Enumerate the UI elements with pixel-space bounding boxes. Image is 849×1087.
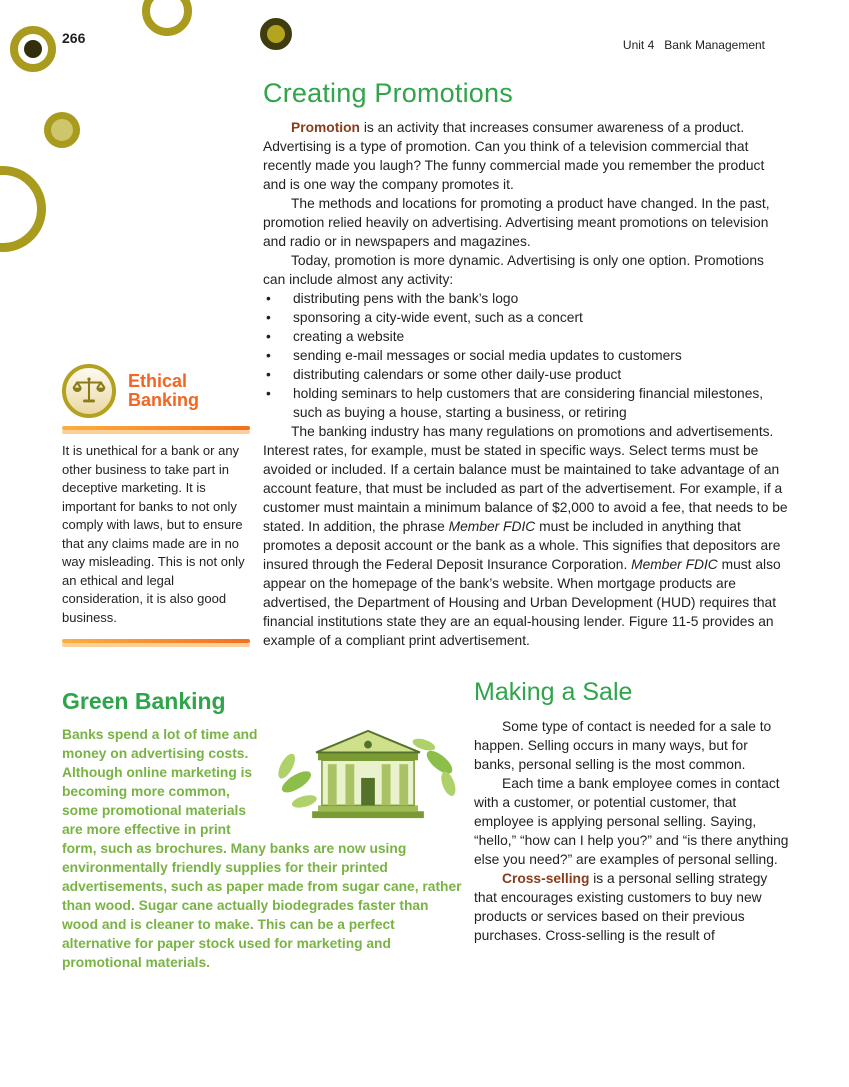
green-banking-feature: [62, 688, 462, 972]
list-item: • sponsoring a city-wide event, such as a concert: [263, 308, 788, 327]
ethical-banking-title-line1: Ethical: [128, 371, 188, 391]
list-item: • distributing pens with the bank’s logo: [263, 289, 788, 308]
decorative-circle-center-dot: [24, 40, 42, 58]
section-title-making-a-sale: Making a Sale: [474, 678, 633, 706]
paragraph: [474, 869, 792, 945]
decorative-circle-bullseye: [10, 26, 56, 72]
ethical-banking-sidebar: [62, 364, 250, 643]
key-term-cross-selling: Cross-selling: [502, 871, 590, 886]
paragraph-text: is a personal selling strategy that encourages existing customers to buy new products or services based on their previous purchases. Cross-selling is the result of: [474, 871, 768, 943]
green-banking-text: Banks spend a lot of time and money on advertising costs. Although online marketing is becoming more common, some promotional materials are more effective in print form, such as brochures. Many banks are now using environmentally friendly supplies for their printed advertisements, such as paper made from sugar cane, rather than wood. Sugar cane actually biodegrades faster than wood and is cleaner to make. This can be a perfect alternative for paper stock used for marketing and promotional materials.: [62, 727, 462, 970]
member-fdic-italic: Member FDIC: [448, 519, 536, 534]
paragraph: Today, promotion is more dynamic. Advertising is only one option. Promotions can include almost any activity:: [263, 253, 764, 287]
making-a-sale-section: [474, 678, 792, 945]
paragraph-text: is an activity that increases consumer awareness of a product. Advertising is a type of promotion. Can you think of a television commercial that recently made you laugh? The funny commercial made you remember the product and is one way the company promotes it.: [263, 120, 765, 192]
key-term-promotion: Promotion: [291, 120, 360, 135]
page-number: 266: [62, 30, 86, 46]
promotion-activities-list: [263, 289, 788, 422]
list-item: • creating a website: [263, 327, 788, 346]
decorative-circle-medium: [44, 112, 80, 148]
orange-divider-top: [62, 426, 250, 430]
main-column: [263, 78, 788, 650]
ethical-banking-body: It is unethical for a bank or any other business to take part in deceptive marketing. It is important for banks to not only comply with laws, but to ensure that any claims made are in no way misleading. This is not only an ethical and legal consideration, it is also good business.: [62, 443, 245, 625]
paragraph: The methods and locations for promoting a product have changed. In the past, promotion relied heavily on advertising. Advertising meant promotions on television and radio or in newspapers and magazines.: [263, 196, 770, 249]
bank-building-illustration: [274, 725, 462, 823]
paragraph: [263, 422, 788, 650]
green-banking-body: [62, 725, 462, 972]
ethical-banking-title-line2: Banking: [128, 390, 200, 410]
ethical-banking-title: [128, 372, 199, 410]
paragraph-text: The banking industry has many regulations on promotions and advertisements. Interest rates, for example, must be stated in specific ways. Select terms must be avoided or included. If a certain balance must be maintained to take advantage of an account feature, that must be included as part of the advertisement. For example, if a customer must maintain a minimum balance of $2,000 to avoid a fee, that needs to be stated. In addition, the phrase: [263, 424, 788, 534]
decorative-circle-small: [260, 18, 292, 50]
member-fdic-italic: Member FDIC: [631, 557, 718, 572]
paragraph: Each time a bank employee comes in contact with a customer, or potential customer, that employee is applying personal selling. Saying, “hello,” “how can I help you?” and “is there anything else you need?” are examples of personal selling.: [474, 776, 789, 867]
section-title-creating-promotions: Creating Promotions: [263, 78, 513, 108]
list-item: • holding seminars to help customers that are considering financial milestones, such as buying a house, starting a business, or retiring: [263, 384, 788, 422]
paragraph: [263, 118, 788, 194]
paragraph: Some type of contact is needed for a sale to happen. Selling occurs in many ways, but for banks, personal selling is the most common.: [474, 719, 772, 772]
decorative-circle-ring-top: [142, 0, 192, 36]
paragraph-text: must also appear on the homepage of the bank’s website. When mortgage products are advertised, the Department of Housing and Urban Development (HUD) requires that financial institutions state they are an equal-housing lender. Figure 11-5 provides an example of a compliant print advertisement.: [263, 557, 781, 648]
decorative-circle-arc-left: [0, 166, 46, 252]
green-banking-title: Green Banking: [62, 688, 226, 714]
list-item: • sending e-mail messages or social media updates to customers: [263, 346, 788, 365]
ethical-banking-header: [62, 364, 250, 418]
paragraph-text: must be included in anything that promotes a deposit account or the bank as a whole. This signifies that depositors are insured through the Federal Deposit Insurance Corporation.: [263, 519, 781, 572]
scales-of-justice-icon: [62, 364, 116, 418]
running-head: Unit 4 Bank Management: [622, 38, 765, 52]
list-item: • distributing calendars or some other daily-use product: [263, 365, 788, 384]
orange-divider-bottom: [62, 639, 250, 643]
